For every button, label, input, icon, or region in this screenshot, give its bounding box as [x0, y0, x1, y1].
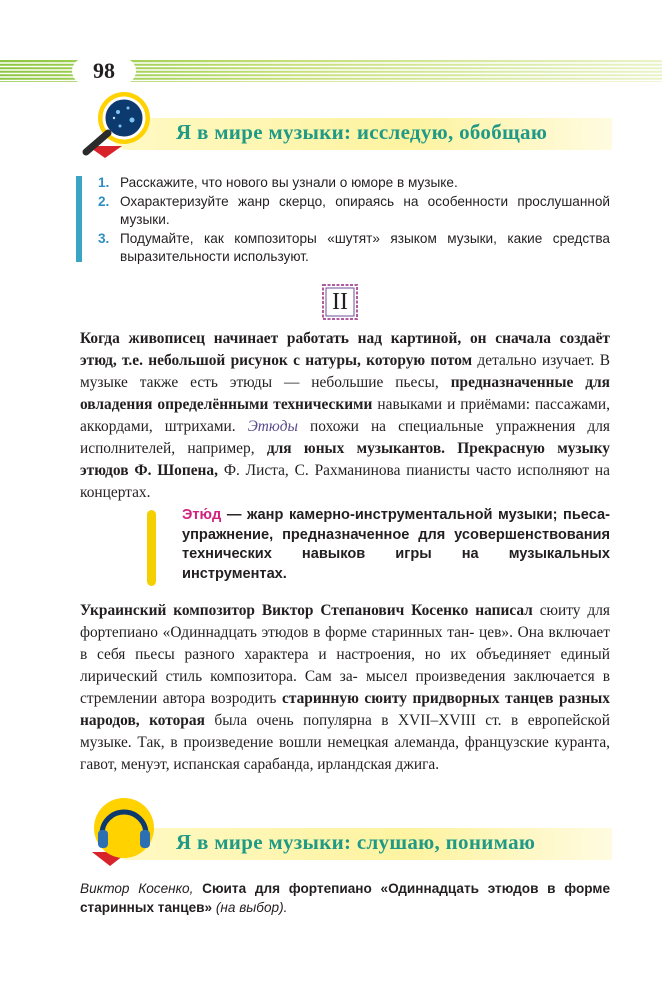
magnifier-icon [78, 86, 156, 162]
section-title-listen: Я в мире музыки: слушаю, понимаю [176, 830, 536, 854]
part-marker-label: II [332, 289, 348, 315]
part-marker [322, 284, 358, 320]
definition-etude [182, 506, 610, 584]
page-number: 98 [72, 58, 136, 84]
paragraph-etude-intro: Когда живописец начинает работать над картиной, он сначала создаёт этюд, т.е. небольшой рисунок с натуры, которую потом детально изучает. В музыке также есть этюды — небольшие пьесы, предназначенные для овладения определёнными техническими навыками и приёмами: пассажами, аккордами, штрихами. Этюды похожи на специальные упражнения для исполнителей, например, для юных музыкантов. Прекрасную музыку этюдов Ф. Шопена, Ф. Листа, С. Рахманинова пианисты часто исполняют на концертах. [80, 330, 610, 501]
headphones-icon [88, 796, 160, 870]
list-item: 1. Расскажите, что нового вы узнали о юморе в музыке. [98, 175, 458, 190]
definition-accent-bar [147, 510, 156, 586]
questions-list [98, 174, 610, 267]
paragraph-kosenko: Украинский композитор Виктор Степанович Косенко написал сюиту для фортепиано «Одиннадцать этюдов в форме старинных тан- цев». Она включает в себя пьесы разного характера и настроения, но их объединяет единый лирический стиль композитора. Сам за- мысел произведения заключается в стремлении автора возродить старинную сюиту придворных танцев разных народов, которая была очень популярна в XVII–XVIII ст. в европейской музыке. Так, в произведение вошли немецкая алеманда, французские куранта, гавот, менуэт, испанская сарабанда, ирландская джига. [80, 602, 610, 773]
list-item: 3. Подумайте, как композиторы «шутят» языком музыки, какие средства выразительности используют. [98, 230, 610, 265]
definition-text: — жанр камерно-инструментальной музыки; пьеса-упражнение, предназначенное для усовершенствования технических навыков игры на музыкальных инструментах. [182, 507, 610, 582]
questions-accent-line [76, 176, 82, 262]
section-title-research: Я в мире музыки: исследую, обобщаю [176, 120, 548, 144]
definition-term: Этю́д [182, 507, 222, 523]
listening-assignment: Виктор Косенко, Сюита для фортепиано «Одиннадцать этюдов в форме старинных танцев» (на выбор). [80, 881, 611, 915]
list-item: 2. Охарактеризуйте жанр скерцо, опираясь на особенности прослушанной музыки. [98, 193, 610, 228]
